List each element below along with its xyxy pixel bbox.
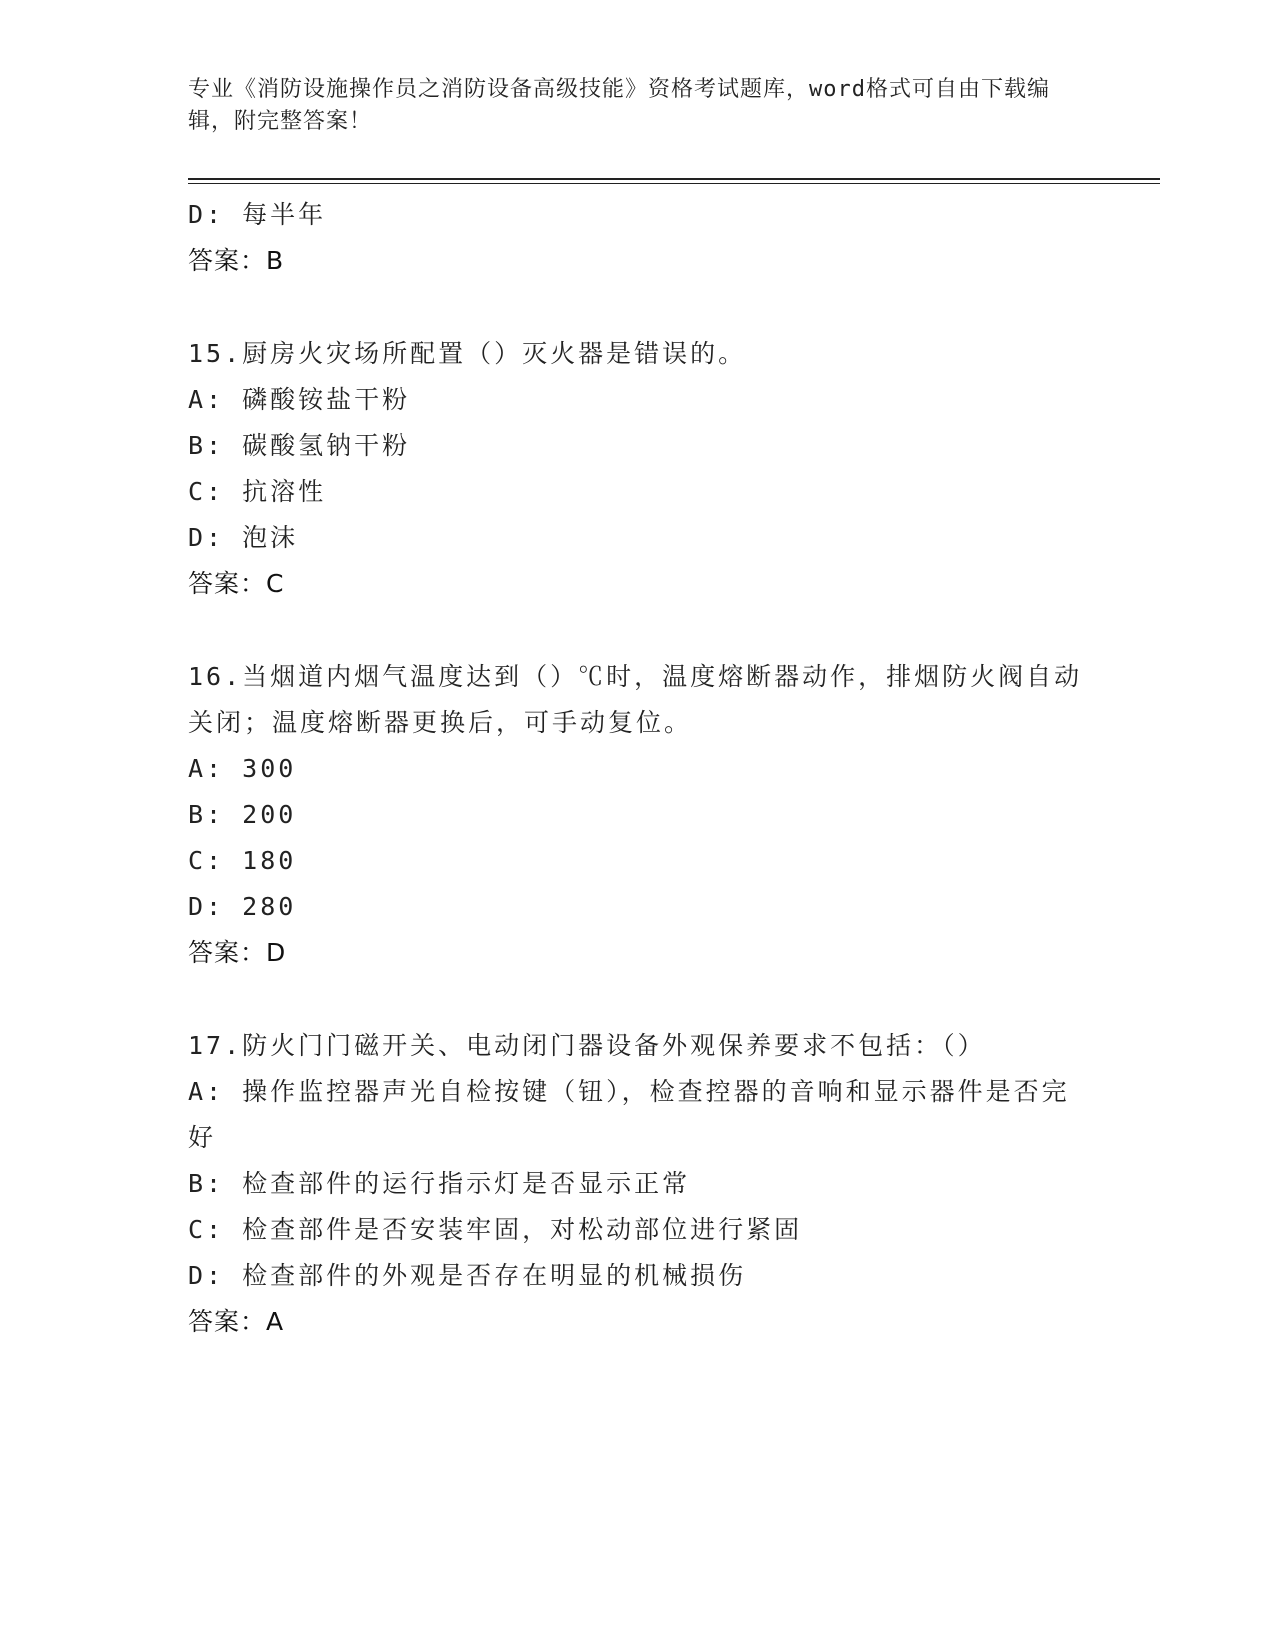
header-divider xyxy=(188,178,1160,180)
document-header: 专业《消防设施操作员之消防设备高级技能》资格考试题库，word格式可自由下载编辑，附完整答案！ xyxy=(188,77,1050,134)
question-14-answer: 答案：B xyxy=(188,246,285,275)
question-16-option-a: A: 300 xyxy=(188,754,297,783)
question-17-option-d: D: 检查部件的外观是否存在明显的机械损伤 xyxy=(188,1261,747,1290)
question-17-stem: 17.防火门门磁开关、电动闭门器设备外观保养要求不包括：（） xyxy=(188,1031,986,1060)
question-15-option-d: D: 泡沫 xyxy=(188,523,299,552)
question-15-option-b: B: 碳酸氢钠干粉 xyxy=(188,431,411,460)
question-15-stem: 15.厨房火灾场所配置（）灭火器是错误的。 xyxy=(188,339,747,368)
question-17-answer: 答案：A xyxy=(188,1307,285,1336)
question-17-option-c: C: 检查部件是否安装牢固，对松动部位进行紧固 xyxy=(188,1215,803,1244)
question-16-stem: 16.当烟道内烟气温度达到（）℃时，温度熔断器动作，排烟防火阀自动关闭；温度熔断器更换后，可手动复位。 xyxy=(188,662,1083,737)
question-15-option-a: A: 磷酸铵盐干粉 xyxy=(188,385,411,414)
question-16-answer: 答案：D xyxy=(188,938,287,967)
spacer xyxy=(188,284,1088,331)
question-16-option-c: C: 180 xyxy=(188,846,297,875)
question-14-option-d: D: 每半年 xyxy=(188,200,327,229)
question-15-option-c: C: 抗溶性 xyxy=(188,477,327,506)
spacer xyxy=(188,976,1088,1023)
spacer xyxy=(188,607,1088,654)
question-15-answer: 答案：C xyxy=(188,569,285,598)
question-17-option-a: A: 操作监控器声光自检按键（钮），检查控器的音响和显示器件是否完好 xyxy=(188,1077,1070,1152)
question-list xyxy=(188,192,1088,1345)
question-17-option-b: B: 检查部件的运行指示灯是否显示正常 xyxy=(188,1169,691,1198)
question-16-option-d: D: 280 xyxy=(188,892,297,921)
question-16-option-b: B: 200 xyxy=(188,800,297,829)
header-divider-thin xyxy=(188,183,1160,184)
